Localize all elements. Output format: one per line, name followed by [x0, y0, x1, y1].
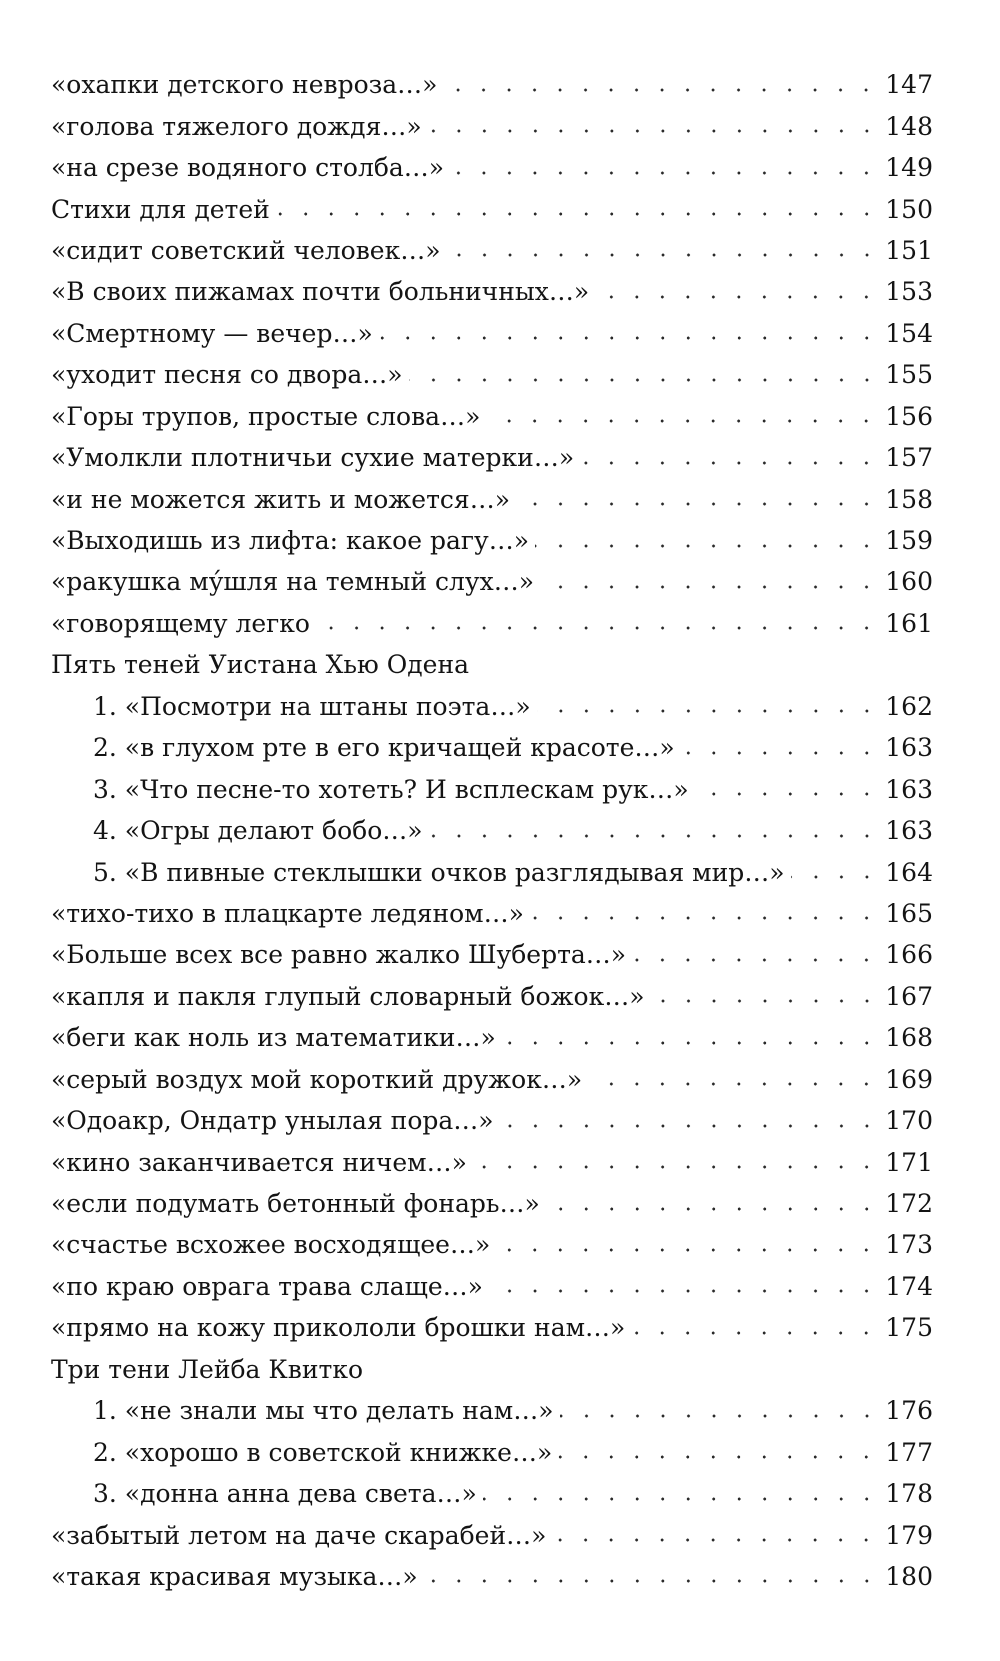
toc-entry-title: «счастье всхожее восходящее…» [51, 1224, 496, 1265]
toc-entry-title: 1. «Посмотри на штаны поэта…» [93, 686, 537, 727]
dot-leader [632, 957, 879, 963]
toc-entry [51, 520, 933, 561]
toc-subentry [51, 1390, 933, 1431]
toc-entry [51, 561, 933, 602]
toc-entry [51, 1141, 933, 1182]
toc-page-number: 174 [879, 1266, 933, 1307]
dot-leader [473, 1164, 879, 1170]
toc-entry [51, 1224, 933, 1265]
toc-entry-title: «прямо на кожу прикололи брошки нам…» [51, 1307, 631, 1348]
toc-entry [51, 354, 933, 395]
toc-page-number: 148 [879, 106, 933, 147]
toc-page-number: 162 [879, 686, 933, 727]
toc-page-number: 159 [879, 520, 933, 561]
dot-leader [681, 750, 880, 756]
toc-subentry [51, 686, 933, 727]
toc-entry [51, 934, 933, 975]
toc-subentry [51, 727, 933, 768]
toc-page-number: 180 [879, 1556, 933, 1597]
toc-entry [51, 188, 933, 229]
dot-leader [546, 1206, 879, 1212]
toc-entry [51, 147, 933, 188]
toc-entry-title: «Выходишь из лифта: какое рагу…» [51, 520, 535, 561]
toc-entry-title: «Горы трупов, простые слова…» [51, 396, 486, 437]
toc-page-number: 155 [879, 354, 933, 395]
toc-page-number: 170 [879, 1100, 933, 1141]
toc-entry [51, 105, 933, 146]
toc-entry [51, 644, 933, 685]
toc-page-number: 166 [879, 934, 933, 975]
toc-page-number: 165 [879, 893, 933, 934]
dot-leader [486, 418, 879, 424]
toc-entry [51, 893, 933, 934]
toc-entry [51, 603, 933, 644]
toc-entry-title: «на срезе водяного столба…» [51, 147, 450, 188]
dot-leader [558, 1454, 879, 1460]
toc-entry [51, 1017, 933, 1058]
toc-page-number: 157 [879, 437, 933, 478]
toc-entry-title: 5. «В пивные стеклышки очков разглядывая мир…» [93, 852, 791, 893]
dot-leader [489, 1288, 879, 1294]
toc-entry-title: «если подумать бетонный фонарь…» [51, 1183, 546, 1224]
toc-page-number: 163 [879, 810, 933, 851]
toc-subentry [51, 1431, 933, 1472]
dot-leader [475, 667, 883, 673]
toc-entry-title: «Одоакр, Ондатр унылая пора…» [51, 1100, 500, 1141]
toc-entry-title: «Умолкли плотничьи сухие матерки…» [51, 437, 580, 478]
toc-page-number: 158 [879, 479, 933, 520]
toc-page-number: 147 [879, 64, 933, 105]
toc-page-number: 172 [879, 1183, 933, 1224]
toc-entry [51, 478, 933, 519]
toc-entry [51, 1514, 933, 1555]
toc-page-number: 163 [879, 769, 933, 810]
dot-leader [552, 1537, 879, 1543]
dot-leader [276, 211, 879, 217]
dot-leader [316, 625, 879, 631]
table-of-contents [51, 64, 933, 1597]
toc-page-number: 153 [879, 271, 933, 312]
toc-entry-title: 4. «Огры делают бобо…» [93, 810, 429, 851]
toc-subentry [51, 1473, 933, 1514]
toc-page-number: 177 [879, 1432, 933, 1473]
toc-entry-title: 2. «хорошо в советской книжке…» [93, 1432, 558, 1473]
dot-leader [369, 1371, 883, 1377]
toc-page-number: 173 [879, 1224, 933, 1265]
dot-leader [530, 915, 879, 921]
toc-entry-title: «говорящему легко [51, 603, 316, 644]
toc-page-number: 175 [879, 1307, 933, 1348]
toc-entry [51, 1349, 933, 1390]
dot-leader [537, 708, 880, 714]
toc-entry-title: «забытый летом на даче скарабей…» [51, 1515, 552, 1556]
dot-leader [588, 1081, 879, 1087]
dot-leader [535, 543, 879, 549]
toc-entry-title: Пять теней Уистана Хью Одена [51, 644, 475, 685]
dot-leader [500, 1123, 880, 1129]
toc-entry-title: «сидит советский человек…» [51, 230, 447, 271]
dot-leader [631, 1330, 879, 1336]
toc-entry [51, 976, 933, 1017]
dot-leader [429, 833, 880, 839]
toc-entry-title: «беги как ноль из математики…» [51, 1017, 502, 1058]
toc-entry-title: «уходит песня со двора…» [51, 354, 409, 395]
toc-entry-title: «охапки детского невроза…» [51, 64, 443, 105]
toc-entry [51, 271, 933, 312]
toc-entry [51, 1183, 933, 1224]
toc-entry-title: 1. «не знали мы что делать нам…» [93, 1390, 560, 1431]
toc-entry-title: 3. «Что песне-то хотеть? И всплескам рук…» [93, 769, 695, 810]
dot-leader [595, 294, 879, 300]
toc-entry [51, 230, 933, 271]
dot-leader [450, 170, 879, 176]
dot-leader [496, 1247, 879, 1253]
toc-subentry [51, 768, 933, 809]
toc-page-number: 161 [879, 603, 933, 644]
dot-leader [695, 791, 880, 797]
toc-entry-title: «кино заканчивается ничем…» [51, 1142, 473, 1183]
dot-leader [540, 584, 879, 590]
toc-entry [51, 64, 933, 105]
toc-entry-title: 2. «в глухом рте в его кричащей красоте…» [93, 727, 681, 768]
dot-leader [428, 128, 880, 134]
toc-entry [51, 1100, 933, 1141]
dot-leader [580, 460, 879, 466]
dot-leader [379, 335, 880, 341]
dot-leader [424, 1578, 880, 1584]
dot-leader [516, 501, 879, 507]
dot-leader [447, 252, 880, 258]
toc-page-number: 151 [879, 230, 933, 271]
toc-entry [51, 1556, 933, 1597]
toc-entry-title: «такая красивая музыка…» [51, 1556, 424, 1597]
toc-page-number: 156 [879, 396, 933, 437]
toc-entry-title: 3. «донна анна дева света…» [93, 1473, 483, 1514]
dot-leader [791, 874, 880, 880]
toc-entry-title: Стихи для детей [51, 189, 276, 230]
toc-entry-title: Три тени Лейба Квитко [51, 1349, 369, 1390]
toc-entry-title: «В своих пижамах почти больничных…» [51, 271, 595, 312]
toc-page-number: 171 [879, 1142, 933, 1183]
toc-entry [51, 313, 933, 354]
toc-entry-title: «серый воздух мой короткий дружок…» [51, 1059, 588, 1100]
toc-entry [51, 396, 933, 437]
toc-subentry [51, 810, 933, 851]
toc-entry-title: «тихо-тихо в плацкарте ледяном…» [51, 893, 530, 934]
toc-entry [51, 437, 933, 478]
toc-page-number: 164 [879, 852, 933, 893]
toc-entry-title: «голова тяжелого дождя…» [51, 106, 428, 147]
toc-page-number: 168 [879, 1017, 933, 1058]
toc-page-number: 176 [879, 1390, 933, 1431]
toc-entry-title: «Больше всех все равно жалко Шуберта…» [51, 934, 632, 975]
dot-leader [502, 1040, 880, 1046]
toc-entry [51, 1307, 933, 1348]
toc-entry-title: «ракушка му́шля на темный слух…» [51, 561, 540, 602]
toc-page-number: 169 [879, 1059, 933, 1100]
toc-page-number: 167 [879, 976, 933, 1017]
toc-entry-title: «по краю оврага трава слаще…» [51, 1266, 489, 1307]
toc-entry-title: «капля и пакля глупый словарный божок…» [51, 976, 651, 1017]
toc-entry [51, 1059, 933, 1100]
dot-leader [443, 87, 879, 93]
toc-entry-title: «и не можется жить и можется…» [51, 479, 516, 520]
dot-leader [409, 377, 880, 383]
dot-leader [483, 1496, 879, 1502]
toc-subentry [51, 851, 933, 892]
toc-page-number: 154 [879, 313, 933, 354]
toc-page-number: 163 [879, 727, 933, 768]
toc-page-number: 178 [879, 1473, 933, 1514]
toc-page-number: 179 [879, 1515, 933, 1556]
dot-leader [651, 998, 880, 1004]
dot-leader [560, 1413, 880, 1419]
toc-page-number: 149 [879, 147, 933, 188]
toc-entry [51, 1266, 933, 1307]
toc-entry-title: «Смертному — вечер…» [51, 313, 379, 354]
toc-page-number: 160 [879, 561, 933, 602]
toc-page-number: 150 [879, 189, 933, 230]
